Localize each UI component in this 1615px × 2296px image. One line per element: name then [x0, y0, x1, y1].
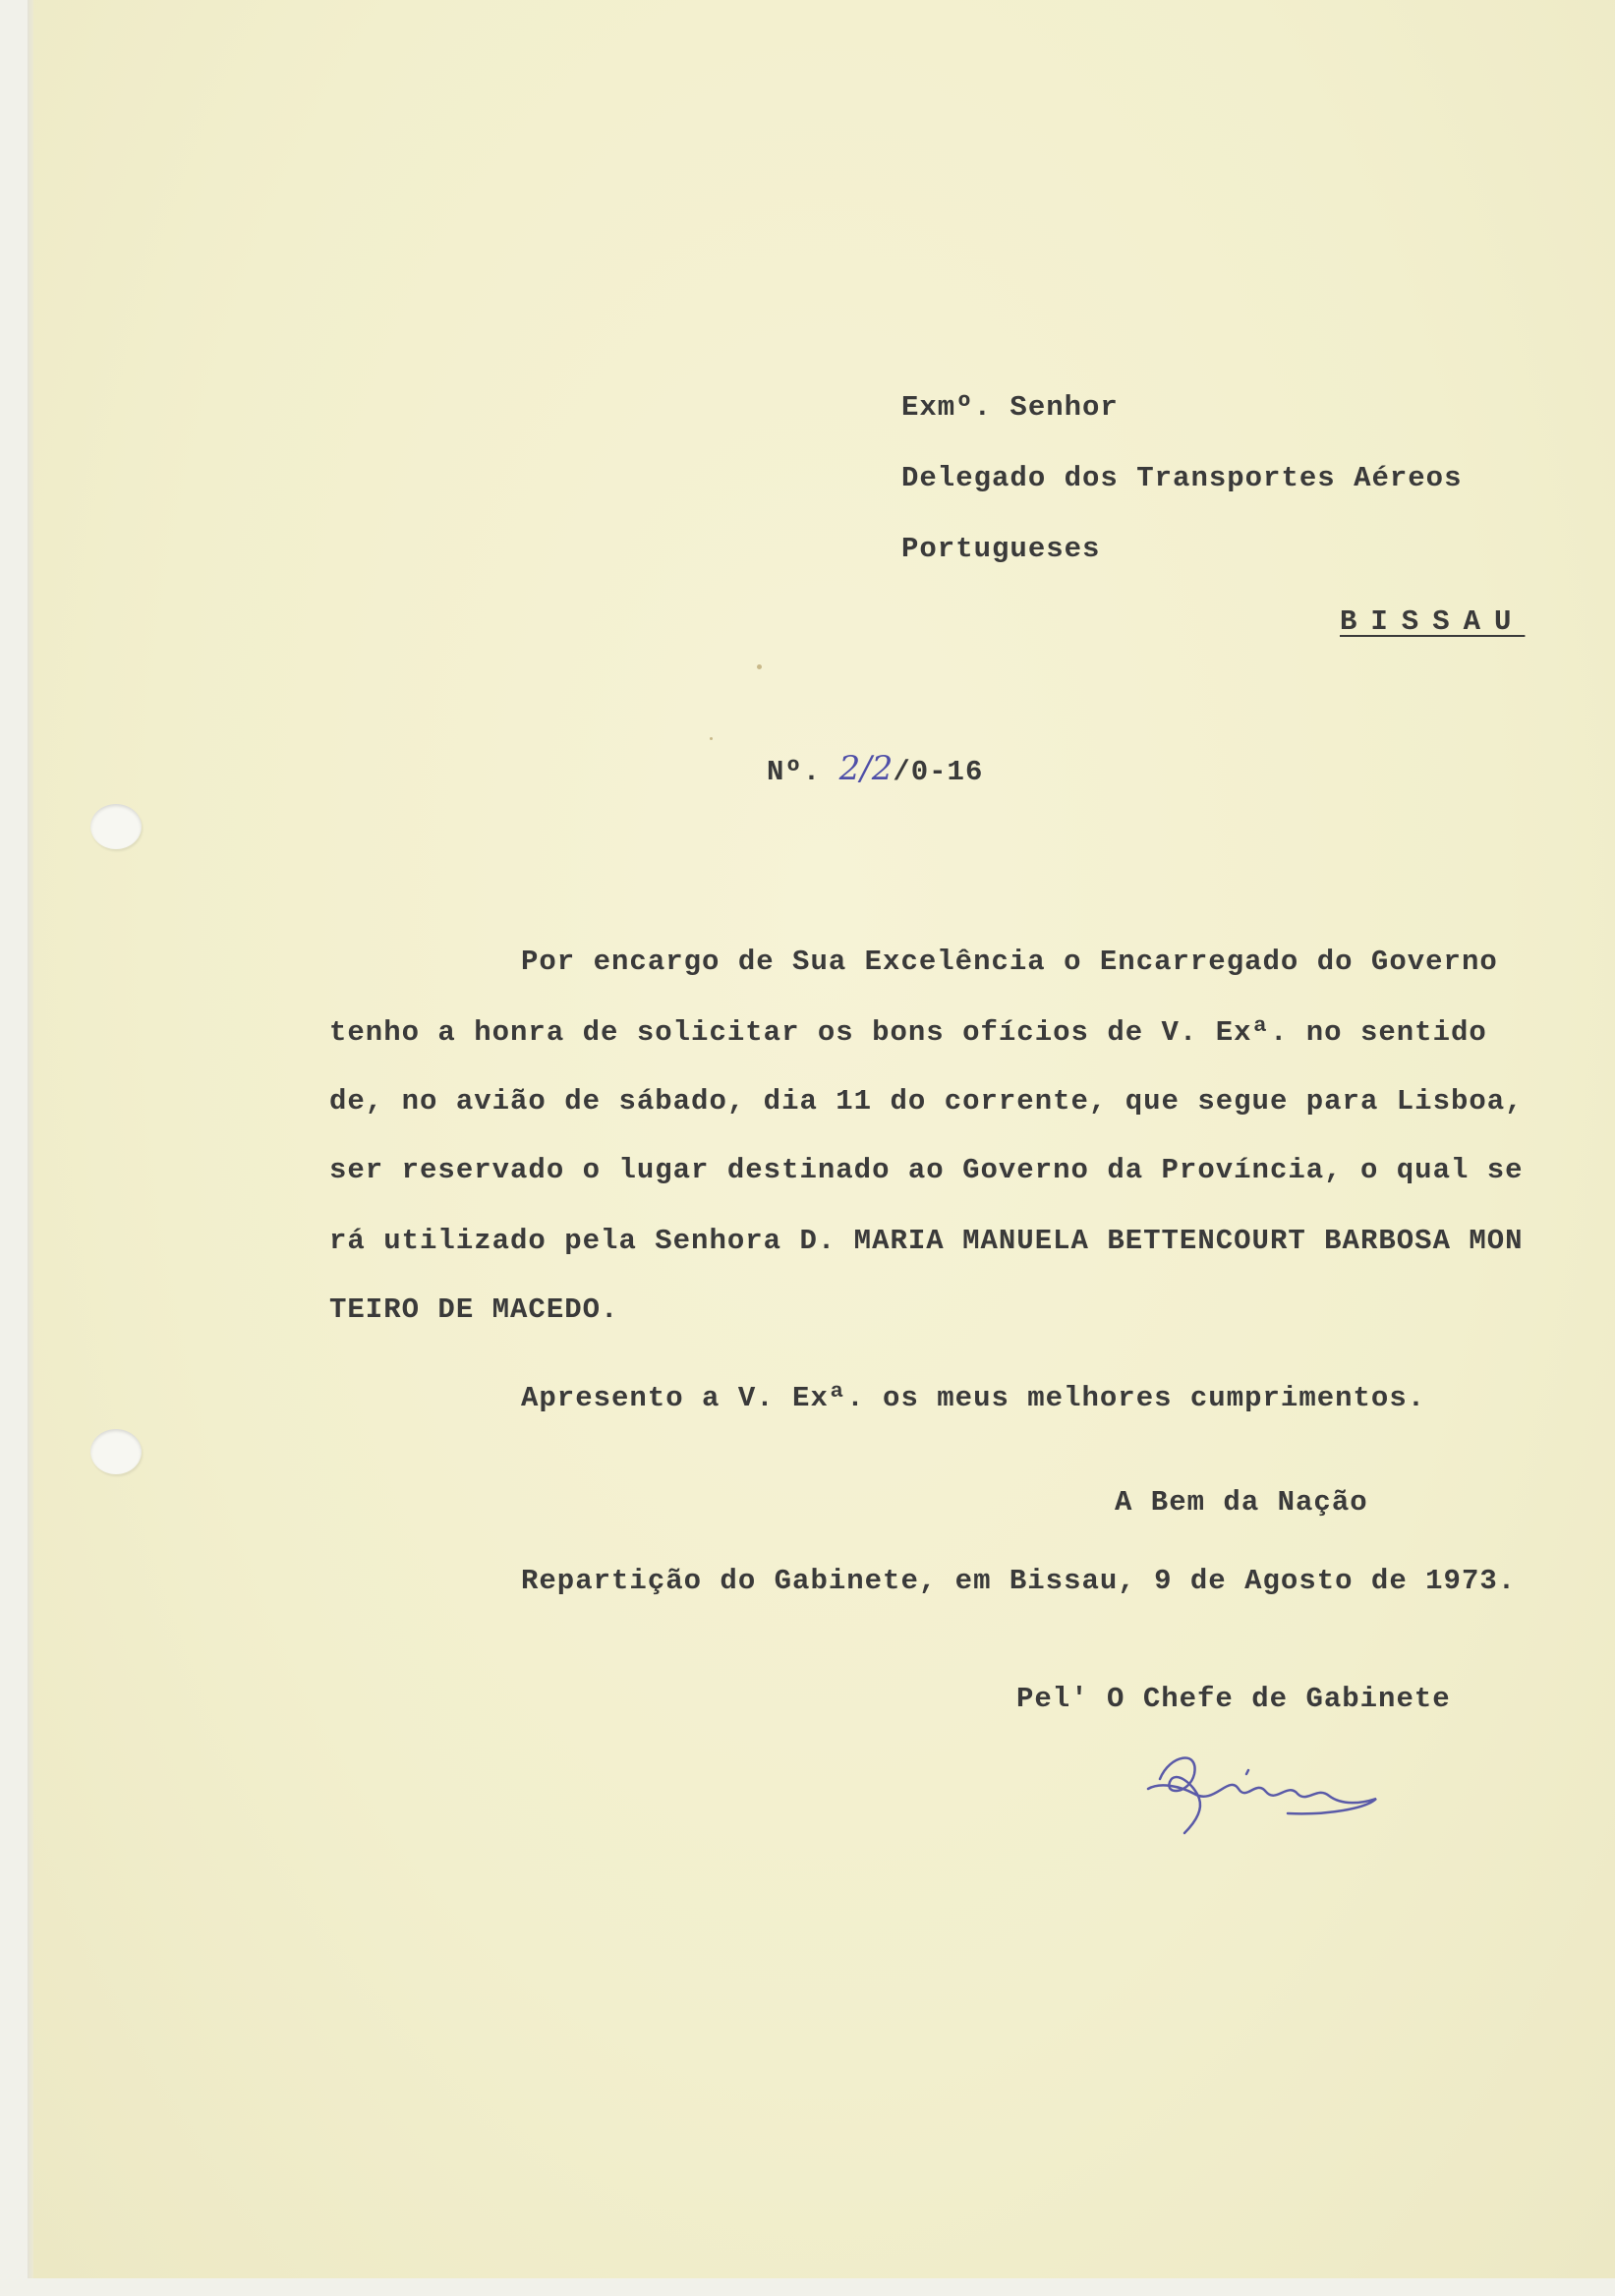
body-line-5: rá utilizado pela Senhora D. MARIA MANUELA BETTENCOURT BARBOSA MON [329, 1225, 1524, 1257]
signatory-title: Pel' O Chefe de Gabinete [1016, 1683, 1451, 1715]
greeting: Apresento a V. Exª. os meus melhores cumprimentos. [521, 1382, 1426, 1414]
body-line-4: ser reservado o lugar destinado ao Governo da Província, o qual se [329, 1154, 1524, 1186]
paper-speck [710, 737, 713, 740]
recipient-title-line2: Portugueses [901, 533, 1101, 565]
punch-hole-bottom [90, 1429, 142, 1474]
body-line-2: tenho a honra de solicitar os bons ofícios de V. Exª. no sentido [329, 1016, 1487, 1049]
reference-prefix: Nº. [767, 756, 839, 788]
reference-handwritten: 2/2 [838, 749, 894, 788]
letter-sheet [33, 0, 1615, 2278]
recipient-title-line1: Delegado dos Transportes Aéreos [901, 462, 1463, 494]
paper-speck [757, 664, 762, 669]
body-line-3: de, no avião de sábado, dia 11 do corrente, que segue para Lisboa, [329, 1085, 1524, 1118]
reference-suffix: /0-16 [893, 756, 984, 788]
recipient-salutation: Exmº. Senhor [901, 391, 1119, 424]
closing-formula: A Bem da Nação [1115, 1486, 1368, 1519]
handwritten-signature [1140, 1735, 1386, 1843]
body-line-1: Por encargo de Sua Excelência o Encarregado do Governo [521, 946, 1498, 978]
reference-number [767, 749, 983, 788]
body-line-6: TEIRO DE MACEDO. [329, 1293, 619, 1326]
punch-hole-top [90, 804, 142, 849]
recipient-city: BISSAU [1340, 605, 1526, 638]
place-and-date: Repartição do Gabinete, em Bissau, 9 de Agosto de 1973. [521, 1565, 1517, 1597]
